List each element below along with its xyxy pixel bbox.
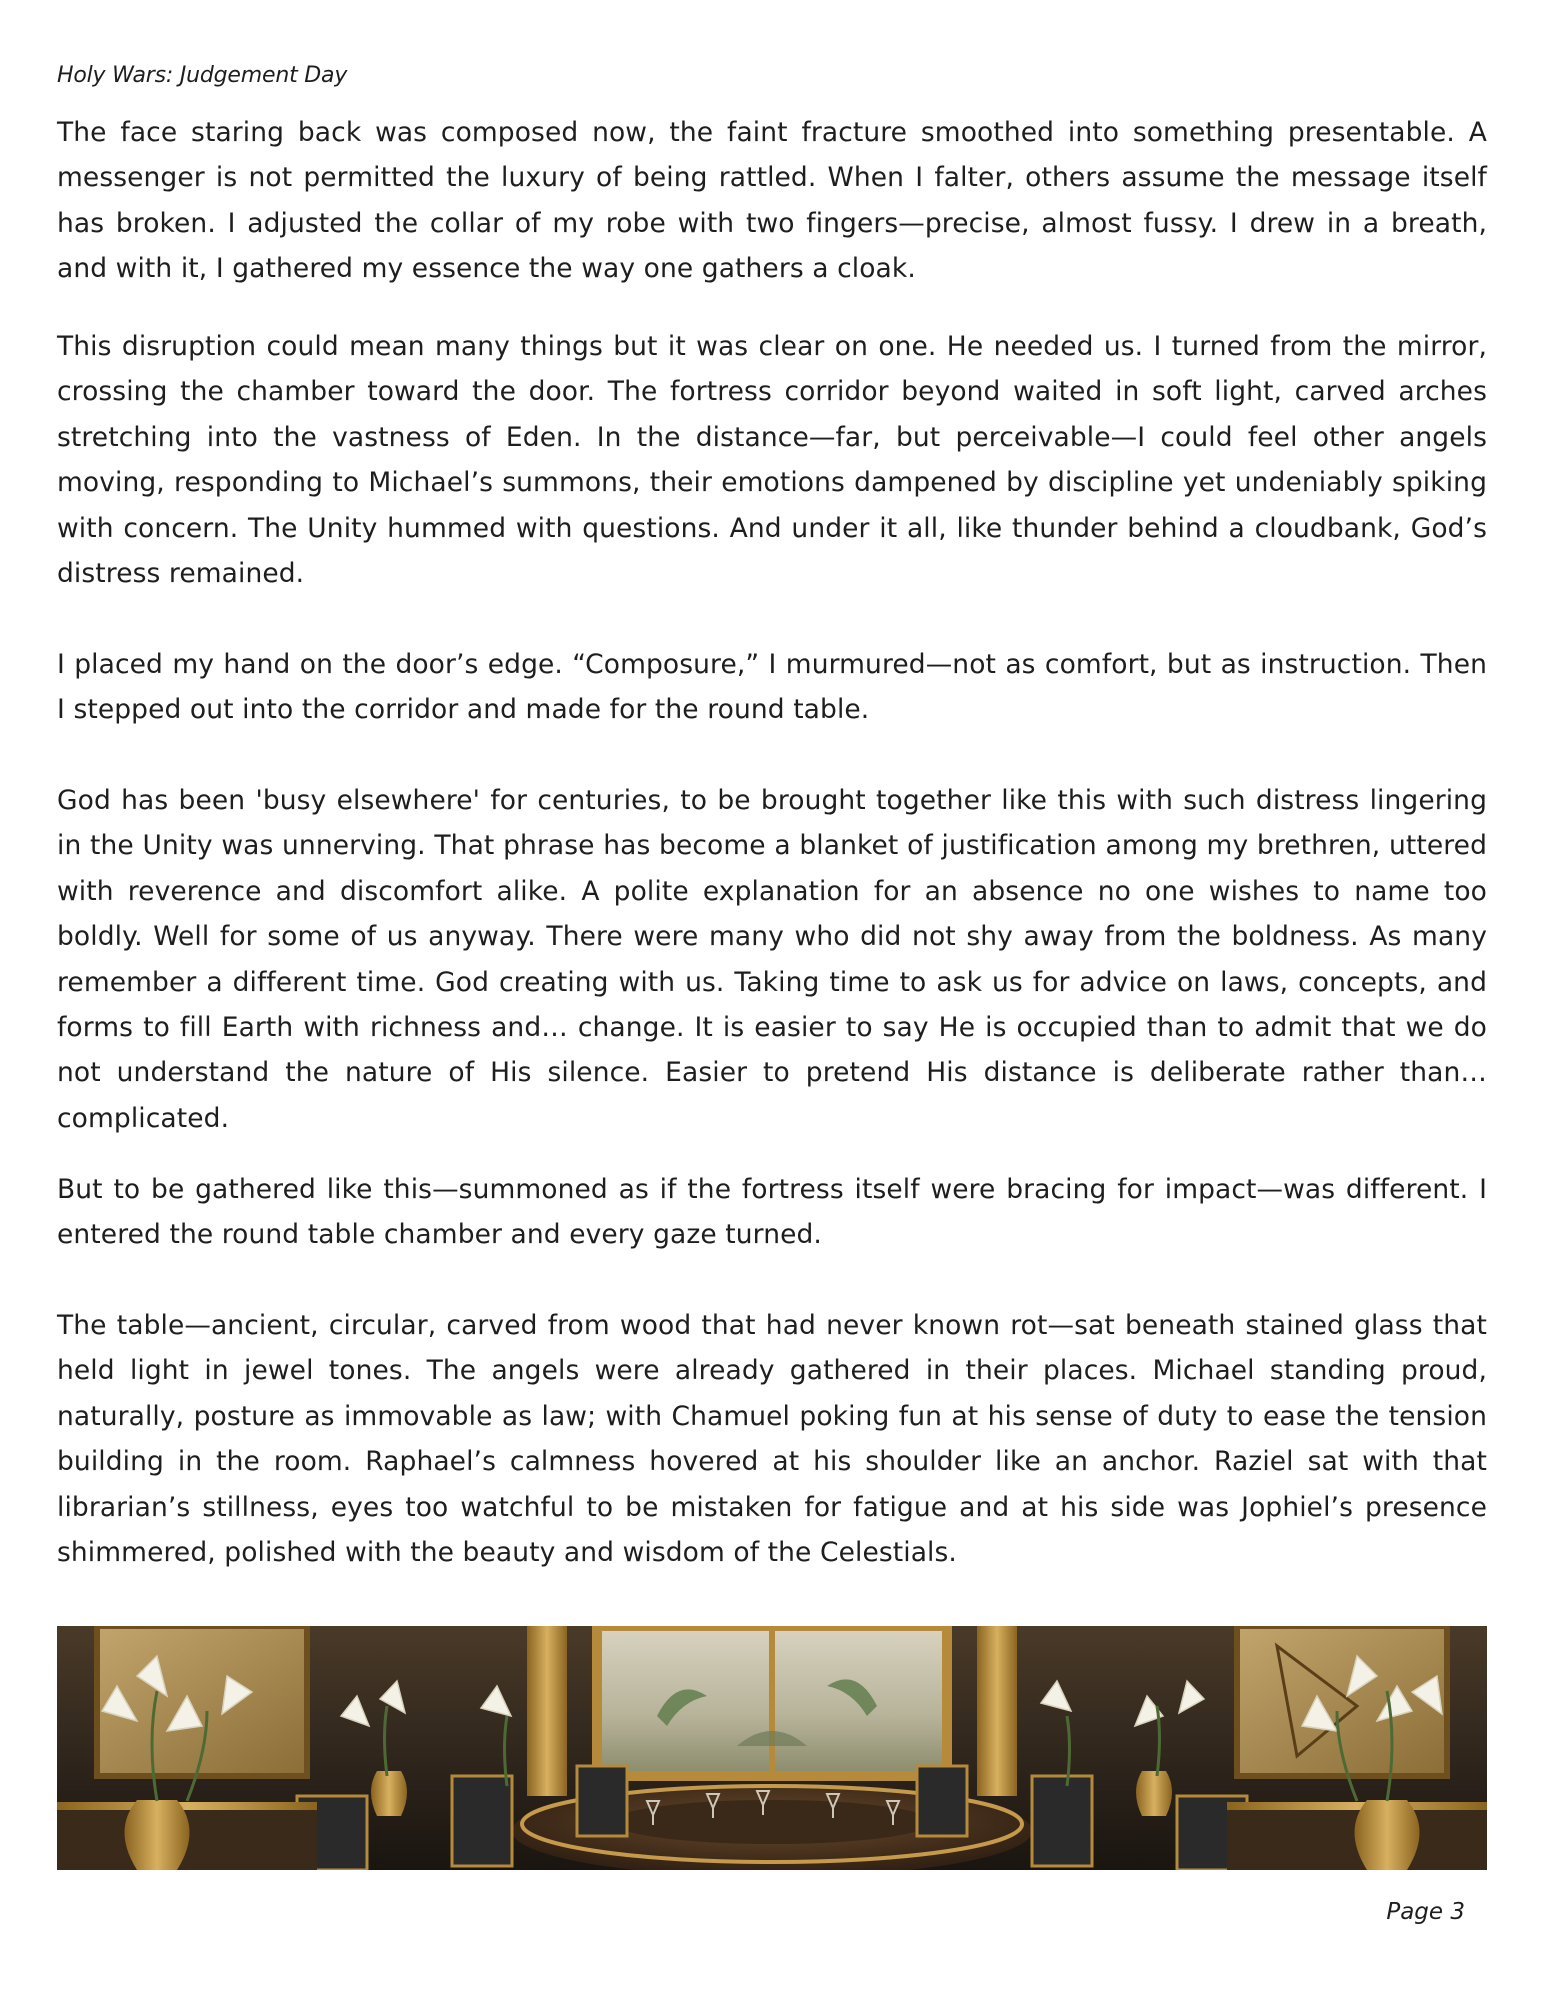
paragraph-4: God has been 'busy elsewhere' for centuries, to be brought together like this with such distress lingering in the Unity was unnerving. That phrase has become a blanket of justification among my brethren, uttered with reverence and discomfort alike. A polite explanation for an absence no one wishes to name too boldly. Well for some of us anyway. There were many who did not shy away from the boldness. As many remember a different time. God creating with us. Taking time to ask us for advice on laws, concepts, and forms to fill Earth with richness and… change. It is easier to say He is occupied than to admit that we do not understand the nature of His silence. Easier to pretend His distance is deliberate rather than… complicated. <box>57 785 1487 1134</box>
running-header: Holy Wars: Judgement Day <box>57 63 348 88</box>
paragraph-1: The face staring back was composed now, the faint fracture smoothed into something presentable. A messenger is not permitted the luxury of being rattled. When I falter, others assume the message itself has broken. I adjusted the collar of my robe with two fingers—precise, almost fussy. I drew in a breath, and with it, I gathered my essence the way one gathers a cloak. <box>57 117 1487 285</box>
paragraph-3: I placed my hand on the door’s edge. “Composure,” I murmured—not as comfort, but as instruction. Then I stepped out into the corridor and made for the round table. <box>57 649 1487 726</box>
paragraph-6: The table—ancient, circular, carved from wood that had never known rot—sat beneath stained glass that held light in jewel tones. The angels were already gathered in their places. Michael standing proud, naturally, posture as immovable as law; with Chamuel poking fun at his sense of duty to ease the tension building in the room. Raphael’s calmness hovered at his shoulder like an anchor. Raziel sat with that librarian’s stillness, eyes too watchful to be mistaken for fatigue and at his side was Jophiel’s presence shimmered, polished with the beauty and wisdom of the Celestials. <box>57 1310 1487 1569</box>
page-number: Page 3 <box>1386 1899 1465 1925</box>
paragraph-2: This disruption could mean many things but it was clear on one. He needed us. I turned from the mirror, crossing the chamber toward the door. The fortress corridor beyond waited in soft light, carved arches stretching into the vastness of Eden. In the distance—far, but perceivable—I could feel other angels moving, responding to Michael’s summons, their emotions dampened by discipline yet undeniably spiking with concern. The Unity hummed with questions. And under it all, like thunder behind a cloudbank, God’s distress remained. <box>57 331 1487 590</box>
round-table-chamber-image <box>57 1626 1487 1870</box>
paragraph-5: But to be gathered like this—summoned as if the fortress itself were bracing for impact—was different. I entered the round table chamber and every gaze turned. <box>57 1174 1487 1251</box>
